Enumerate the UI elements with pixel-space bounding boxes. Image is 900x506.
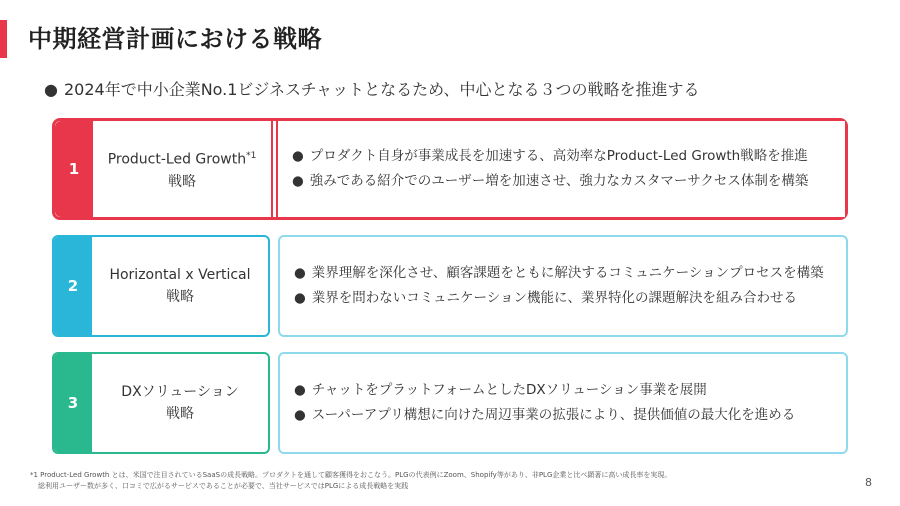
subtitle — [44, 78, 700, 102]
footnote-mark: *1 — [246, 151, 257, 162]
strategy-name — [93, 121, 271, 217]
bullet-icon: ● — [294, 265, 306, 281]
strategy-number: 1 — [55, 121, 93, 217]
strategy-bullet — [294, 286, 846, 311]
strategy-name-line2: 戦略 — [168, 173, 196, 190]
strategy-name-line2: 戦略 — [166, 406, 194, 422]
bullet-text: 業界理解を深化させ、顧客課題をともに解決するコミュニケーションプロセスを構築 — [311, 265, 824, 281]
strategy-bullet — [294, 378, 846, 403]
strategy-detail-card — [276, 121, 845, 217]
strategy-detail-card — [278, 235, 848, 337]
strategy-name-card — [52, 352, 270, 454]
bullet-icon: ● — [294, 290, 306, 306]
bullet-text: プロダクト自身が事業成長を加速する、高効率なProduct-Led Growth戦略を推進 — [309, 148, 808, 164]
strategy-row-2 — [52, 235, 848, 337]
bullet-icon: ● — [294, 407, 306, 423]
strategy-number: 2 — [54, 237, 92, 335]
subtitle-text: 2024年で中小企業No.1ビジネスチャットとなるため、中心となる３つの戦略を推進する — [63, 80, 700, 99]
bullet-icon: ● — [292, 148, 304, 164]
strategy-number: 3 — [54, 354, 92, 452]
strategy-name — [92, 354, 268, 452]
footnote — [30, 470, 810, 492]
strategy-bullet — [292, 144, 845, 169]
bullet-text: スーパーアプリ構想に向けた周辺事業の拡張により、提供価値の最大化を進める — [311, 407, 796, 423]
footnote-line1: *1 Product-Led Growth とは、米国で注目されているSaaSの成長戦略。プロダクトを通して顧客獲得をおこなう。PLGの代表例にZoom、Shopify等があり、非PLG企業と比べ顕著に高い成長率を実現。 — [30, 471, 672, 479]
strategy-name-line2: 戦略 — [166, 289, 194, 305]
title-accent-bar — [0, 20, 7, 58]
strategy-name-line1: Horizontal x Vertical — [109, 267, 251, 283]
strategy-name — [92, 237, 268, 335]
strategy-row-1 — [52, 118, 848, 220]
footnote-line2: 総利用ユーザー数が多く、口コミで広がるサービスであることが必要で、当社サービスではPLGによる成長戦略を実践 — [38, 482, 409, 490]
bullet-icon: ● — [294, 382, 306, 398]
strategy-name-card — [55, 121, 273, 217]
strategy-row-3 — [52, 352, 848, 454]
bullet-text: チャットをプラットフォームとしたDXソリューション事業を展開 — [311, 382, 707, 398]
strategy-name-line1: DXソリューション — [121, 384, 239, 400]
bullet-text: 強みである紹介でのユーザー増を加速させ、強力なカスタマーサクセス体制を構築 — [309, 173, 809, 189]
bullet-icon: ● — [44, 80, 58, 99]
bullet-text: 業界を問わないコミュニケーション機能に、業界特化の課題解決を組み合わせる — [311, 290, 797, 306]
strategy-bullet — [292, 169, 845, 194]
strategy-bullet — [294, 261, 846, 286]
strategy-name-line1: Product-Led Growth — [107, 151, 247, 168]
strategy-bullet — [294, 403, 846, 428]
page-number: 8 — [865, 476, 872, 489]
page-title: 中期経営計画における戦略 — [28, 25, 322, 53]
strategy-detail-card — [278, 352, 848, 454]
strategy-name-card — [52, 235, 270, 337]
bullet-icon: ● — [292, 173, 304, 189]
